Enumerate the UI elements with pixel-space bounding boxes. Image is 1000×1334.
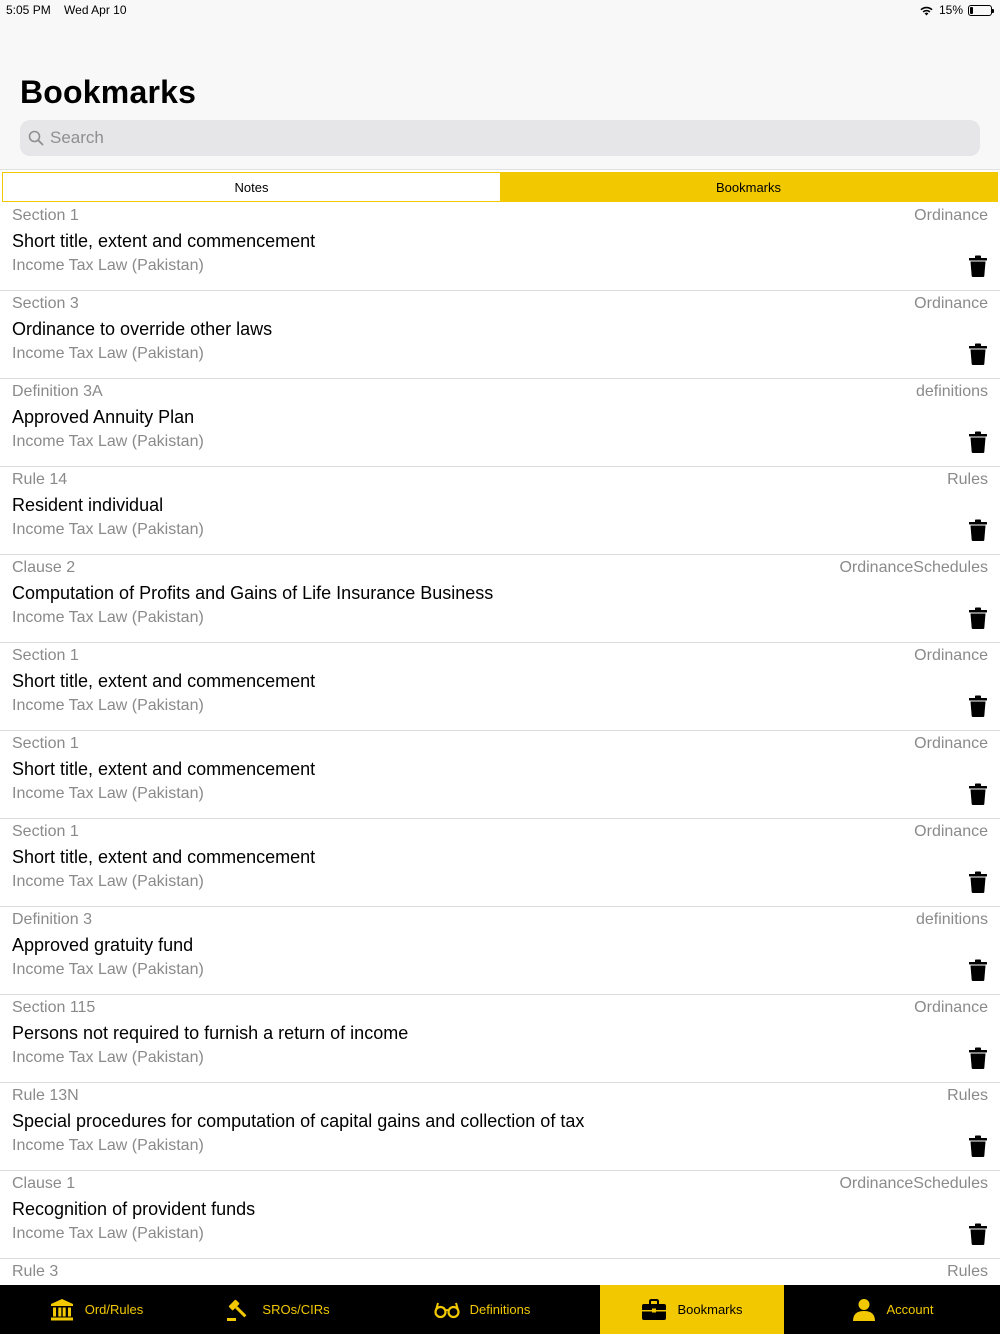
status-bar <box>0 0 1000 22</box>
bookmark-row[interactable] <box>0 731 1000 819</box>
tab-definitions[interactable] <box>364 1285 600 1334</box>
tab-sros-cirs[interactable] <box>192 1285 364 1334</box>
bookmark-source: Ordinance <box>914 999 988 1016</box>
tab-label: Bookmarks <box>677 1302 743 1317</box>
trash-icon[interactable] <box>968 871 988 893</box>
page-title: Bookmarks <box>20 74 197 110</box>
bookmark-title: Approved gratuity fund <box>12 935 194 955</box>
bookmark-book: Income Tax Law (Pakistan) <box>12 257 204 274</box>
bookmark-kind: Definition 3A <box>12 383 103 400</box>
bookmark-source: Ordinance <box>914 207 988 224</box>
bookmark-kind: Rule 3 <box>12 1263 59 1280</box>
bookmark-book: Income Tax Law (Pakistan) <box>12 433 204 450</box>
status-time: 5:05 PM <box>6 3 51 17</box>
status-left <box>6 3 137 17</box>
bookmark-row[interactable] <box>0 203 1000 291</box>
bookmark-kind: Clause 2 <box>12 559 76 576</box>
bookmark-source: Rules <box>947 1263 988 1280</box>
search-bar[interactable] <box>20 120 980 156</box>
user-icon <box>851 1298 877 1322</box>
bookmark-row[interactable] <box>0 907 1000 995</box>
bookmark-source: Ordinance <box>914 647 988 664</box>
briefcase-icon <box>641 1298 667 1322</box>
bookmark-row[interactable] <box>0 379 1000 467</box>
trash-icon[interactable] <box>968 1047 988 1069</box>
trash-icon[interactable] <box>968 1135 988 1157</box>
bookmark-source: Ordinance <box>914 735 988 752</box>
trash-icon[interactable] <box>968 519 988 541</box>
bookmark-row[interactable] <box>0 1083 1000 1171</box>
bookmark-book: Income Tax Law (Pakistan) <box>12 521 204 538</box>
bookmark-title: Resident individual <box>12 495 164 515</box>
wifi-icon <box>919 5 934 16</box>
bookmark-book: Income Tax Law (Pakistan) <box>12 1225 204 1242</box>
bookmark-title: Computation of Profits and Gains of Life Insurance Business <box>12 583 494 603</box>
bookmark-title: Short title, extent and commencement <box>12 847 316 867</box>
bookmark-list <box>0 203 1000 1285</box>
bookmark-row[interactable] <box>0 1171 1000 1259</box>
segment-bookmarks[interactable]: Bookmarks <box>500 173 997 201</box>
segment-notes[interactable]: Notes <box>234 179 269 195</box>
bookmark-book: Income Tax Law (Pakistan) <box>12 1137 204 1154</box>
bookmark-kind: Section 1 <box>12 823 79 840</box>
bookmark-source: Rules <box>947 1087 988 1104</box>
bookmark-title: Ordinance to override other laws <box>12 319 273 339</box>
bookmark-source: OrdinanceSchedules <box>839 559 988 576</box>
bookmark-row[interactable] <box>0 819 1000 907</box>
bookmark-source: definitions <box>915 911 988 928</box>
bookmark-kind: Section 3 <box>12 295 79 312</box>
bookmark-kind: Section 1 <box>12 647 79 664</box>
bookmark-title: Short title, extent and commencement <box>12 671 316 691</box>
tab-ord-rules[interactable] <box>0 1285 192 1334</box>
bookmark-book: Income Tax Law (Pakistan) <box>12 609 204 626</box>
bookmark-row[interactable] <box>0 291 1000 379</box>
gavel-icon <box>226 1298 252 1322</box>
bookmark-source: definitions <box>915 383 988 400</box>
bookmark-title: Approved Annuity Plan <box>12 407 195 427</box>
bookmark-book: Income Tax Law (Pakistan) <box>12 697 204 714</box>
bookmark-row[interactable] <box>0 555 1000 643</box>
bookmark-kind: Section 115 <box>12 999 96 1016</box>
bookmark-title: Short title, extent and commencement <box>12 759 316 779</box>
tab-label: Ord/Rules <box>84 1302 144 1317</box>
bookmark-row[interactable] <box>0 1259 1000 1285</box>
bookmark-source: OrdinanceSchedules <box>839 1175 988 1192</box>
bookmark-book: Income Tax Law (Pakistan) <box>12 1049 204 1066</box>
bookmark-kind: Section 1 <box>12 207 79 224</box>
tab-bookmarks[interactable] <box>600 1285 784 1334</box>
bookmark-kind: Definition 3 <box>12 911 93 928</box>
search-input[interactable] <box>50 128 950 148</box>
tab-label: Account <box>886 1302 934 1317</box>
trash-icon[interactable] <box>968 783 988 805</box>
trash-icon[interactable] <box>968 255 988 277</box>
battery-percent: 15% <box>938 3 963 17</box>
trash-icon[interactable] <box>968 959 988 981</box>
bookmark-source: Ordinance <box>914 295 988 312</box>
search-icon <box>28 130 44 146</box>
bookmark-source: Rules <box>947 471 988 488</box>
bookmark-title: Persons not required to furnish a return of income <box>12 1023 409 1043</box>
bookmark-title: Short title, extent and commencement <box>12 231 316 251</box>
bookmark-kind: Rule 13N <box>12 1087 79 1104</box>
battery-icon <box>968 5 992 16</box>
bookmark-book: Income Tax Law (Pakistan) <box>12 873 204 890</box>
bookmark-title: Special procedures for computation of capital gains and collection of tax <box>12 1111 585 1131</box>
institution-icon <box>49 1298 75 1322</box>
bookmark-kind: Section 1 <box>12 735 79 752</box>
trash-icon[interactable] <box>968 695 988 717</box>
trash-icon[interactable] <box>968 431 988 453</box>
trash-icon[interactable] <box>968 343 988 365</box>
status-right <box>919 3 992 17</box>
tab-label: SROs/CIRs <box>262 1302 330 1317</box>
bookmark-book: Income Tax Law (Pakistan) <box>12 345 204 362</box>
status-date: Wed Apr 10 <box>64 3 127 17</box>
bookmark-row[interactable] <box>0 995 1000 1083</box>
bookmark-title: Recognition of provident funds <box>12 1199 256 1219</box>
bookmark-row[interactable] <box>0 643 1000 731</box>
trash-icon[interactable] <box>968 1223 988 1245</box>
bookmark-book: Income Tax Law (Pakistan) <box>12 961 204 978</box>
tab-bar <box>0 1285 1000 1334</box>
bookmark-source: Ordinance <box>914 823 988 840</box>
bookmark-kind: Clause 1 <box>12 1175 76 1192</box>
tab-label: Definitions <box>469 1302 531 1317</box>
bookmark-row[interactable] <box>0 467 1000 555</box>
bookmark-book: Income Tax Law (Pakistan) <box>12 785 204 802</box>
tab-account[interactable] <box>784 1285 1000 1334</box>
header <box>0 22 1000 170</box>
segmented-control <box>2 172 998 202</box>
trash-icon[interactable] <box>968 607 988 629</box>
bookmark-kind: Rule 14 <box>12 471 68 488</box>
glasses-icon <box>434 1298 460 1322</box>
